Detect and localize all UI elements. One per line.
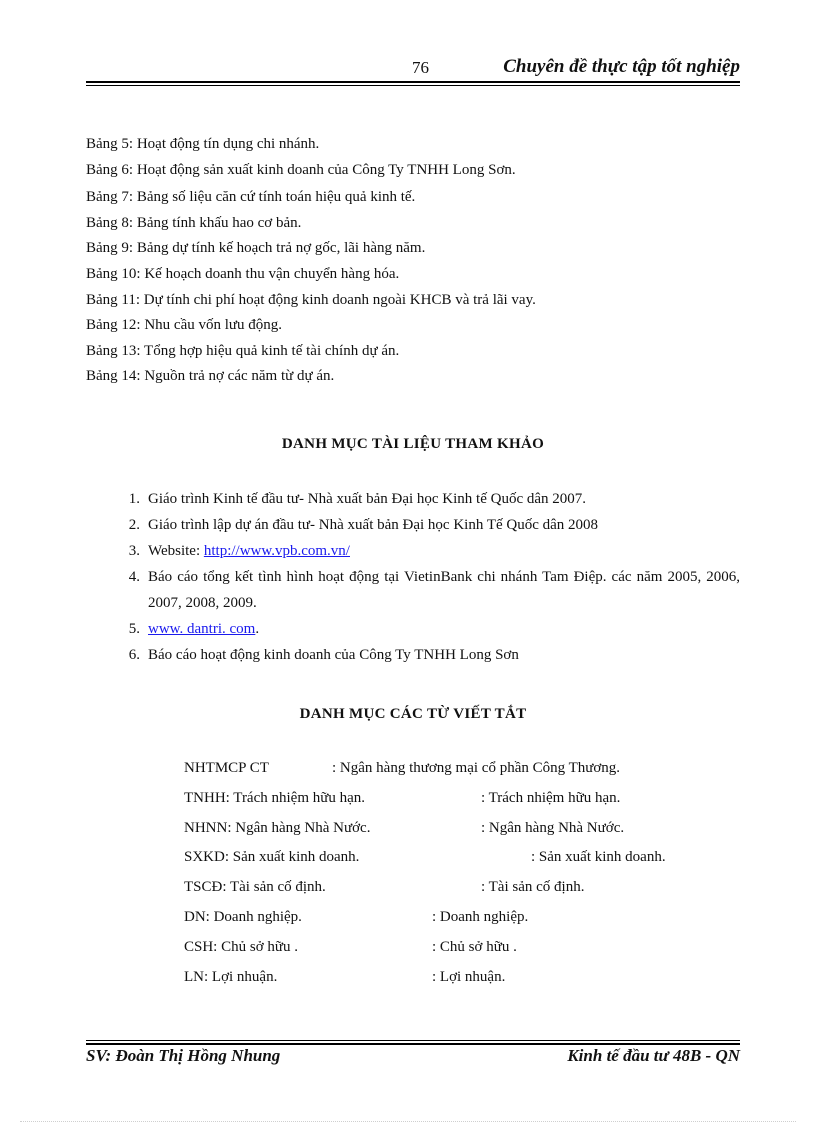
references-list (118, 486, 740, 668)
page-number: 76 (412, 58, 429, 77)
header-rule-thin (86, 85, 740, 86)
reference-text: Giáo trình lập dự án đầu tư- Nhà xuất bản Đại học Kinh Tế Quốc dân 2008 (148, 517, 599, 533)
dantri-link[interactable]: www. dantri. com (148, 621, 256, 637)
website-link[interactable]: http://www.vpb.com.vn/ (203, 543, 350, 559)
page-bottom-dotted-line (20, 1121, 796, 1122)
abbreviation-key: CSH: Chủ sở hữu . (184, 938, 299, 955)
reference-item (118, 564, 740, 616)
page-header (86, 54, 740, 82)
abbreviation-row (184, 936, 744, 966)
references-heading: DANH MỤC TÀI LIỆU THAM KHẢO (281, 436, 545, 452)
reference-number: 1. (128, 491, 140, 507)
header-title: Chuyên đề thực tập tốt nghiệp (503, 56, 740, 77)
table-list-item: Bảng 8: Bảng tính khấu hao cơ bản. (86, 214, 302, 231)
reference-text: Giáo trình Kinh tế đầu tư- Nhà xuất bản Đại học Kinh tế Quốc dân 2007. (148, 491, 587, 507)
reference-text: Báo cáo tổng kết tình hình hoạt động tại VietinBank chi nhánh Tam Điệp. các năm 2005, 2006, 2007, 2008, 2009. (148, 569, 740, 611)
reference-text: Website: (148, 543, 204, 559)
reference-number: 3. (128, 543, 140, 559)
table-list-item: Bảng 13: Tổng hợp hiệu quả kinh tế tài chính dự án. (86, 342, 400, 359)
reference-item (118, 512, 740, 538)
table-list-item: Bảng 7: Bảng số liệu căn cứ tính toán hiệu quả kinh tế. (86, 189, 416, 206)
abbreviation-value: : Ngân hàng thương mại cổ phần Công Thương. (332, 760, 621, 776)
footer-class: Kinh tế đầu tư 48B - QN (567, 1046, 740, 1065)
abbreviation-row (184, 846, 744, 876)
reference-suffix: . (255, 621, 260, 637)
abbreviation-value: : Ngân hàng Nhà Nước. (481, 819, 625, 836)
footer-author: SV: Đoàn Thị Hồng Nhung (86, 1046, 281, 1065)
abbreviation-row (184, 817, 744, 847)
abbreviation-value: : Tài sản cố định. (481, 879, 585, 896)
abbreviation-value: : Doanh nghiệp. (432, 908, 529, 925)
abbreviation-key: DN: Doanh nghiệp. (184, 908, 302, 925)
reference-text: Báo cáo hoạt động kinh doanh của Công Ty TNHH Long Sơn (148, 647, 519, 663)
abbreviation-row (184, 787, 744, 817)
abbreviation-row (184, 966, 744, 996)
abbreviation-key: LN: Lợi nhuận. (184, 968, 278, 985)
table-list-item: Bảng 5: Hoạt động tín dụng chi nhánh. (86, 136, 320, 152)
abbreviation-key: SXKD: Sản xuất kinh doanh. (184, 849, 360, 866)
abbreviations-heading: DANH MỤC CÁC TỪ VIẾT TẮT (299, 706, 527, 722)
abbreviation-value: : Trách nhiệm hữu hạn. (481, 789, 621, 806)
reference-item (118, 616, 740, 642)
reference-number: 5. (128, 621, 140, 637)
reference-number: 6. (128, 647, 140, 663)
reference-item (118, 486, 740, 512)
reference-number: 4. (128, 569, 140, 585)
abbreviation-key: TSCĐ: Tài sản cố định. (184, 879, 326, 896)
abbreviation-value: : Sản xuất kinh doanh. (531, 849, 666, 866)
table-list-item: Bảng 9: Bảng dự tính kế hoạch trả nợ gốc, lãi hàng năm. (86, 240, 426, 257)
reference-number: 2. (128, 517, 140, 533)
abbreviation-value: : Lợi nhuận. (432, 968, 506, 985)
footer-rule-thin (86, 1040, 740, 1041)
header-rule-thick (86, 81, 740, 83)
abbreviation-row (184, 876, 744, 906)
abbreviation-key: NHNN: Ngân hàng Nhà Nước. (184, 819, 371, 836)
abbreviation-row (184, 906, 744, 936)
table-list-item: Bảng 11: Dự tính chi phí hoạt động kinh doanh ngoài KHCB và trả lãi vay. (86, 291, 536, 308)
abbreviations-list (184, 757, 744, 995)
abbreviation-value: : Chủ sở hữu . (432, 938, 517, 955)
footer-rule-thick (86, 1043, 740, 1045)
table-list-item: Bảng 12: Nhu cầu vốn lưu động. (86, 317, 283, 334)
abbreviation-key: TNHH: Trách nhiệm hữu hạn. (184, 789, 366, 806)
tables-list (86, 133, 746, 391)
table-list-item: Bảng 10: Kế hoạch doanh thu vận chuyển hàng hóa. (86, 265, 400, 282)
abbreviation-key: NHTMCP CT (184, 760, 269, 776)
table-list-item: Bảng 6: Hoạt động sản xuất kinh doanh của Công Ty TNHH Long Sơn. (86, 161, 516, 178)
table-list-item: Bảng 14: Nguồn trả nợ các năm từ dự án. (86, 368, 335, 385)
reference-item (118, 538, 740, 564)
reference-item (118, 642, 740, 668)
abbreviation-row (184, 757, 744, 787)
